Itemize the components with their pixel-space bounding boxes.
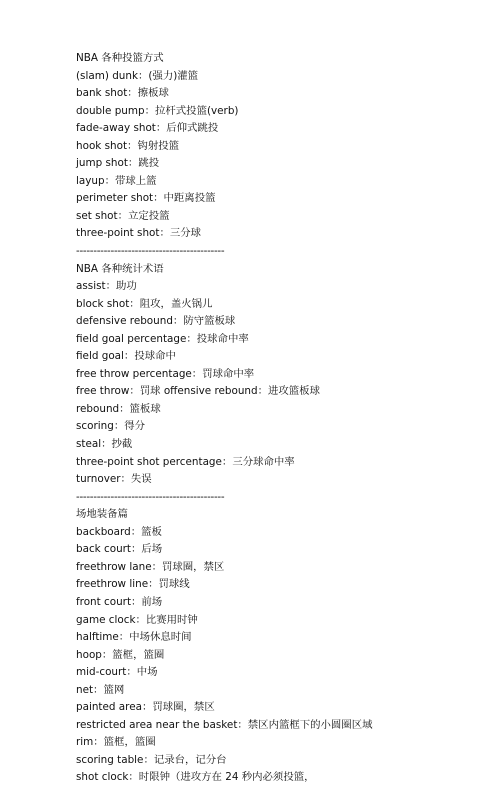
term-line: three-point shot percentage：三分球命中率 [76,455,295,468]
divider-line: ------------------------------------------- [76,490,225,503]
term-line: three-point shot：三分球 [76,227,202,240]
term-line: turnover：失误 [76,473,152,486]
term-line: free throw percentage：罚球命中率 [76,367,255,380]
term-line: field goal：投球命中 [76,350,176,363]
document-page [76,50,476,787]
term-line: freethrow line：罚球线 [76,578,190,591]
term-line: scoring table：记录台，记分台 [76,753,227,766]
term-line: field goal percentage：投球命中率 [76,332,249,345]
term-line: rebound：篮板球 [76,402,161,415]
term-line: restricted area near the basket：禁区内篮框下的小圆圈区域 [76,718,373,731]
term-line: perimeter shot：中距离投篮 [76,192,216,205]
term-line: defensive rebound：防守篮板球 [76,315,236,328]
term-line: (slam) dunk：(强力)灌篮 [76,69,199,82]
term-line: scoring：得分 [76,420,145,433]
section-heading-statistics: NBA 各种统计术语 [76,262,164,275]
term-line: layup：带球上篮 [76,174,157,187]
term-line: hoop：篮框，篮圈 [76,648,165,661]
term-line: steal：抄截 [76,438,133,451]
term-line: halftime：中场休息时间 [76,631,192,644]
term-line: back court：后场 [76,543,163,556]
term-line: assist：助功 [76,280,137,293]
term-line: backboard：篮板 [76,525,162,538]
term-line: net：篮网 [76,683,125,696]
term-line: mid-court：中场 [76,666,158,679]
term-line: painted area：罚球圈，禁区 [76,701,215,714]
section-heading-court-equipment: 场地装备篇 [76,508,128,521]
term-line: double pump：拉杆式投篮(verb) [76,104,239,117]
term-line: fade-away shot：后仰式跳投 [76,122,219,135]
term-line: bank shot：擦板球 [76,87,169,100]
term-line: front court：前场 [76,595,163,608]
section-heading-shot-types: NBA 各种投篮方式 [76,52,164,64]
term-line: freethrow lane：罚球圈，禁区 [76,560,225,573]
term-line: block shot：阻攻，盖火锅儿 [76,297,213,310]
term-line: shot clock：时限钟（进攻方在 24 秒内必须投篮， [76,771,315,784]
term-line: free throw：罚球 offensive rebound：进攻篮板球 [76,385,320,398]
term-line: hook shot：钩射投篮 [76,139,180,152]
term-line: jump shot：跳投 [76,157,160,170]
term-line: rim：篮框，篮圈 [76,736,156,749]
divider-line: ------------------------------------------- [76,245,225,258]
term-line: set shot：立定投篮 [76,209,170,222]
term-line: game clock：比赛用时钟 [76,613,198,626]
